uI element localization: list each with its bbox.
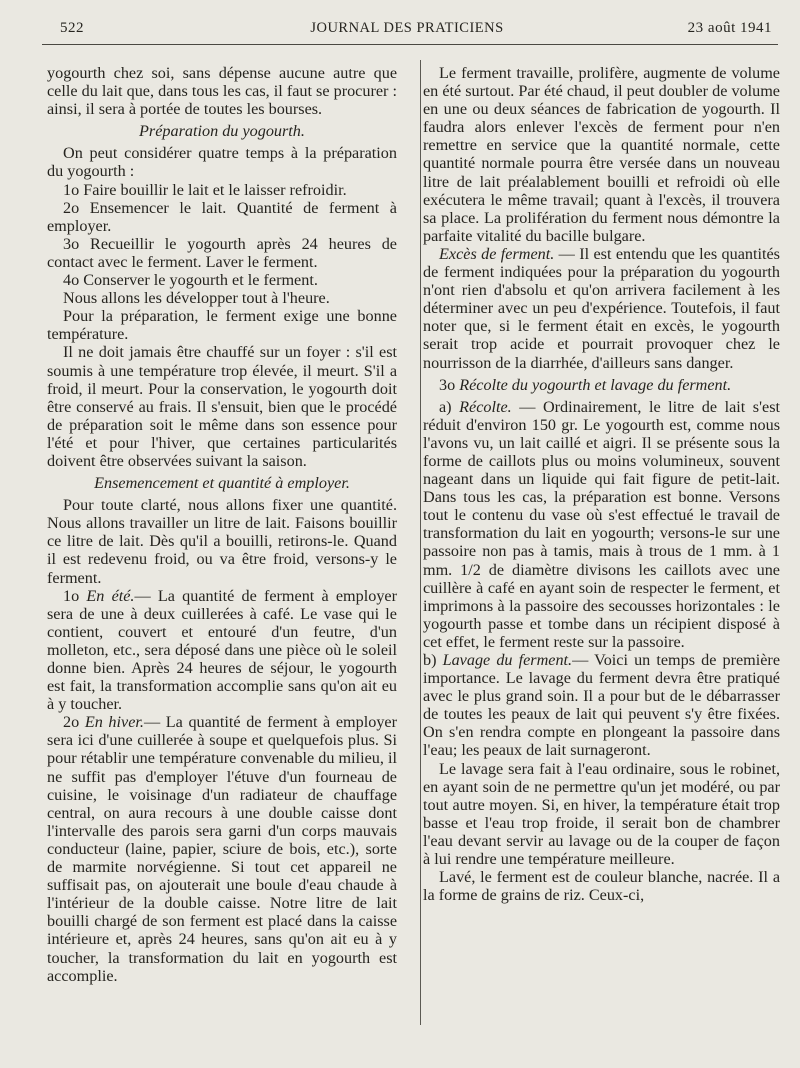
page-number: 522: [60, 20, 84, 36]
paragraph: [423, 245, 780, 372]
step-item: 2o Ensemencer le lait. Quantité de ferment à employer.: [47, 198, 397, 235]
paragraph: Lavé, le ferment est de couleur blanche, nacrée. Il a la forme de grains de riz. Ceux-ci,: [423, 868, 780, 905]
paragraph-text: — La quantité de ferment à employer sera de une à deux cuillerées à café. Le vase qui le contient, couvert et entouré d'un feutre, d'un molleton, etc., sera déposé dans une pièce où le soleil donne bien. Après 24 heures de séjour, le yogourth est fait, la transformation accomplie sans qu'on ait eu à y toucher.: [47, 586, 397, 714]
step-item: 1o Faire bouillir le lait et le laisser refroidir.: [63, 180, 347, 199]
inline-heading: Excès de ferment.: [439, 244, 555, 263]
paragraph-text: — Voici un temps de première importance. Le lavage du ferment devra être pratiqué avec le plus grand soin. Il a pour but de le débarrasser de toutes les peaux de lait qui peuvent s'y être fixées. On s'en rendra compte en plongeant la passoire dans l'eau; les peaux de lait surnageront.: [423, 651, 780, 760]
paragraph: [423, 651, 780, 760]
paragraph-text: — Il est entendu que les quantités de ferment indiquées pour la préparation du yogourth n'ont rien d'absolu et qu'on arrivera facilement à les déterminer avec un peu d'expérience. Toutefois, il faut noter que, si le ferment était en excès, le yogourth serait trop acide et pourrait provoquer chez le nourrisson de la diarrhée, d'ailleurs sans danger.: [423, 244, 780, 372]
paragraph: Pour la préparation, le ferment exige une bonne température.: [47, 307, 397, 344]
inline-heading: En hiver.: [84, 713, 144, 732]
step-item: 3o Recueillir le yogourth après 24 heures de contact avec le ferment. Laver le ferment.: [47, 234, 397, 271]
item-letter: a): [439, 397, 460, 416]
paragraph: Pour toute clarté, nous allons fixer une quantité. Nous allons travailler un litre de lait. Faisons bouillir ce litre de lait. Dès qu'il a bouilli, retirons-le. Quand il est redevenu froid, ou va être froid, versons-y le ferment.: [47, 496, 397, 587]
section-heading: Ensemencement et quantité à employer.: [94, 474, 350, 493]
step-number: 2o: [63, 713, 85, 732]
paragraph: [47, 587, 397, 714]
section-heading-text: Récolte du yogourth et lavage du ferment.: [459, 375, 732, 394]
step-number: 1o: [63, 586, 87, 605]
journal-title: JOURNAL DES PRATICIENS: [310, 20, 504, 36]
step-item: 4o Conserver le yogourth et le ferment.: [63, 271, 318, 290]
section-heading: Préparation du yogourth.: [139, 122, 305, 141]
header-rule: [42, 44, 778, 45]
left-column: [47, 64, 397, 985]
issue-date: 23 août 1941: [687, 20, 772, 36]
paragraph: [423, 398, 780, 651]
paragraph: On peut considérer quatre temps à la préparation du yogourth :: [47, 144, 397, 181]
item-letter: b): [423, 651, 443, 669]
section-heading: [423, 376, 780, 394]
paragraph-text: — Ordinairement, le litre de lait s'est réduit d'environ 150 gr. Le yogourth est, comme nous l'avons vu, un lait caillé et aigri. Il se présente sous la forme de caillots plus ou moins volumineux, souvent nageant dans un liquide qui fait figure de petit-lait. Dans tous les cas, la préparation est bonne. Versons tout le contenu du vase où s'est effectué le travail de transformation du lait en yogourth; versons-le sur une passoire non pas à tamis, mais à trous de 1 mm. à 1 mm. 1/2 de diamètre divisons les caillots avec une cuillère à café en ayant soin de respecter le ferment, et imprimons à la passoire des secousses horizontales : le yogourth passe et tombe dans un récipient disposé à cet effet, le ferment reste sur la passoire.: [423, 397, 781, 651]
inline-heading: Lavage du ferment.: [442, 651, 573, 669]
paragraph: Il ne doit jamais être chauffé sur un foyer : s'il est soumis à une température trop élevée, il meurt. S'il a froid, il meurt. Pour la conservation, le yogourth doit être conservé au frais. Il s'ensuit, bien que le procédé de préparation soit le même dans son essence pour l'été et pour l'hiver, que certaines particularités doivent être observées suivant la saison.: [47, 343, 397, 470]
paragraph: Le lavage sera fait à l'eau ordinaire, sous le robinet, en ayant soin de ne permettre qu'un jet modéré, ou par tout autre moyen. Si, en hiver, la température était trop basse et l'eau trop froide, il serait bon de chambrer l'eau devant servir au lavage ou de la couper de façon à lui rendre une température meilleure.: [423, 759, 780, 869]
step-number: 3o: [439, 375, 460, 394]
inline-heading: Récolte.: [459, 397, 512, 416]
column-divider: [420, 60, 421, 1025]
paragraph: [47, 713, 397, 984]
paragraph-text: — La quantité de ferment à employer sera ici d'une cuillerée à soupe et quelquefois plus. Si pour rétablir une température convenable du milieu, il ne suffit pas d'employer l'étuve d'un fourneau de cuisine, le voisinage d'un radiateur de chauffage central, on aura recours à une double caisse dont l'intervalle des parois sera garni d'un corps mauvais conducteur (laine, papier, sciure de bois, etc.), sorte de marmite norvégienne. Si tout cet appareil ne suffisait pas, on ajouterait une boule d'eau chaude à l'intérieur de la double caisse. Notre litre de lait bouilli chargé de son ferment est placé dans la caisse intérieure et, après 24 heures, sans qu'on ait eu à y toucher, la transformation du lait en yogourth est accomplie.: [47, 713, 397, 985]
paragraph: Le ferment travaille, prolifère, augmente de volume en été surtout. Par été chaud, il peut doubler de volume en une ou deux séances de fabrication de yogourth. Il faudra alors enlever l'excès de ferment pour n'en remettre en service que la quantité normale, cette quantité normale pourra être versée dans un nouveau litre de lait préalablement bouilli et refroidi où elle exécutera le même travail; quant à l'excès, il trouvera sa place. La prolifération du ferment nous démontre la parfaite vitalité du bacille bulgare.: [423, 64, 780, 245]
inline-heading: En été.: [86, 586, 135, 605]
page-header: [42, 18, 772, 42]
paragraph: yogourth chez soi, sans dépense aucune autre que celle du lait que, dans tous les cas, il faut se procurer : ainsi, il sera à portée de toutes les bourses.: [47, 64, 397, 119]
paragraph: Nous allons les développer tout à l'heure.: [63, 289, 330, 308]
right-column: [423, 64, 780, 904]
